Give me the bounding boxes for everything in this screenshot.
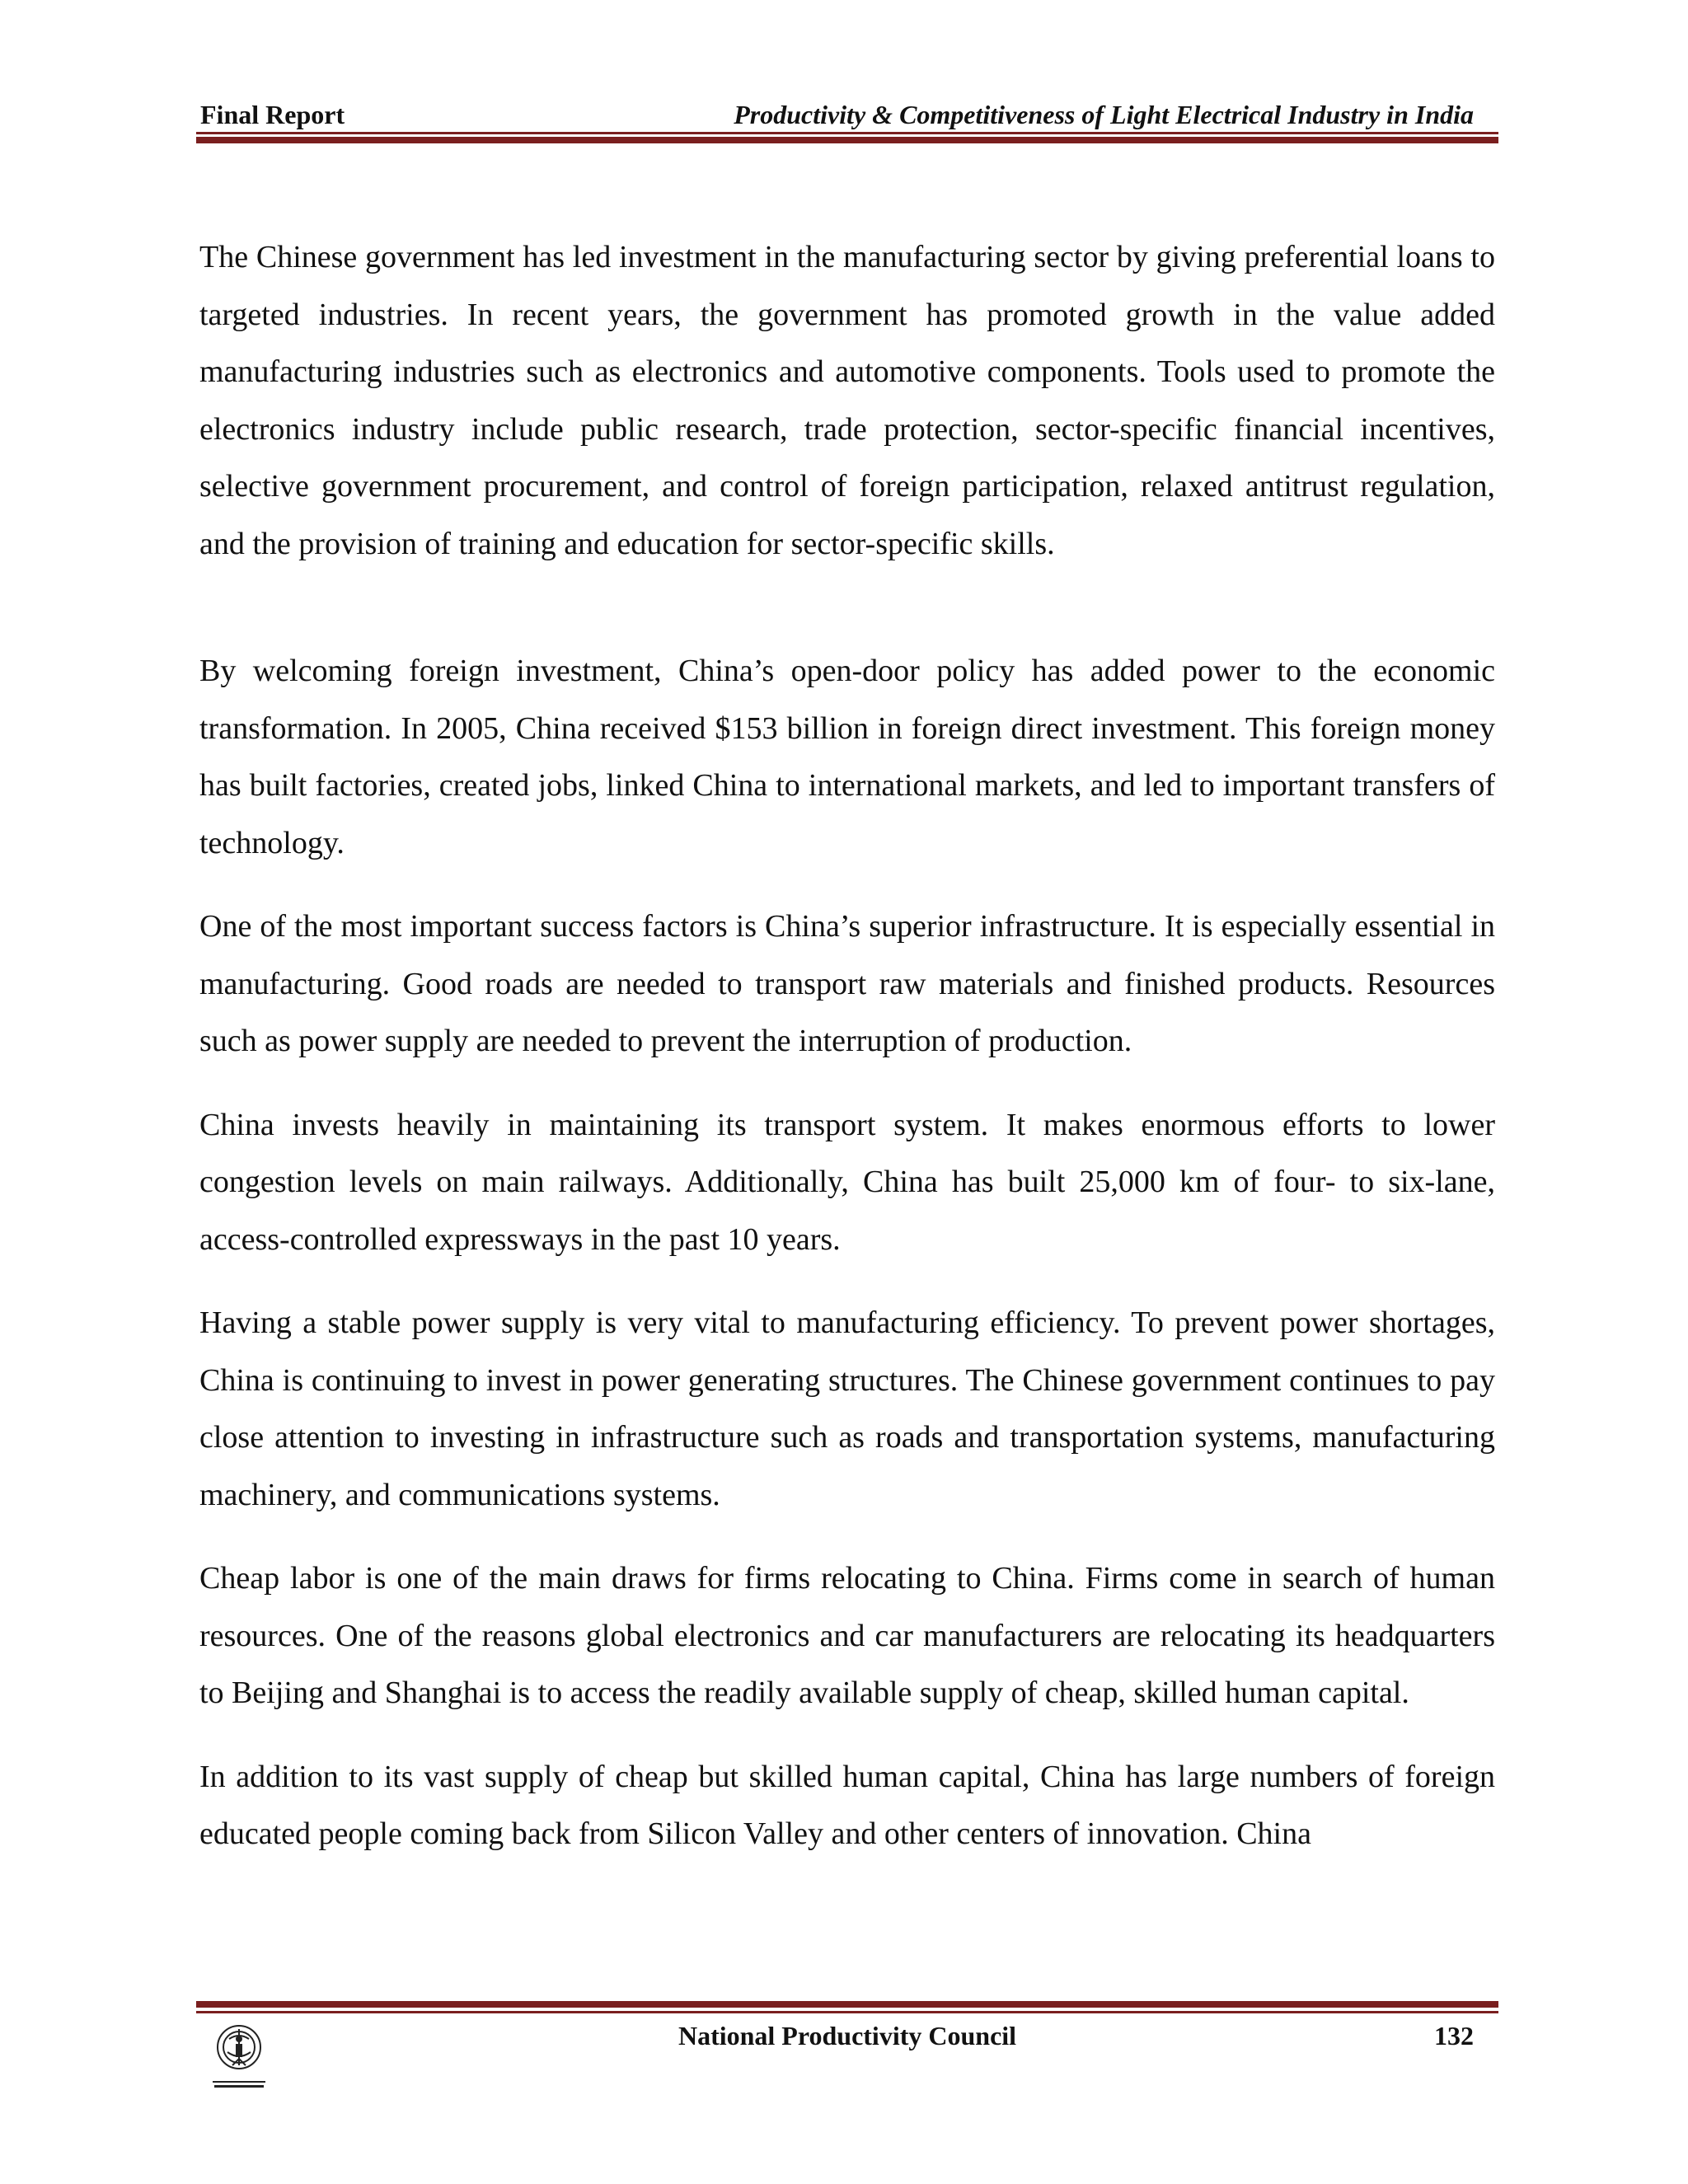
footer-organization-name: National Productivity Council: [678, 2021, 1017, 2050]
paragraph-government-investment: The Chinese government has led investment in the manufacturing sector by giving preferential loans to targeted industries. In recent years, the government has promoted growth in the value added manufacturing industries such as electronics and automotive components. Tools used to promote the electronics industry include public research, trade protection, sector-specific financial incentives, selective government procurement, and control of foreign participation, relaxed antitrust regulation, and the provision of training and education for sector-specific skills.: [199, 240, 1495, 561]
paragraph-foreign-investment: By welcoming foreign investment, China’s open-door policy has added power to the economic transformation. In 2005, China received $153 billion in foreign direct investment. This foreign money has built factories, created jobs, linked China to international markets, and led to important transfers of technology.: [199, 654, 1495, 860]
header-document-title: Productivity & Competitiveness of Light Electrical Industry in India: [734, 100, 1474, 129]
paragraph-transport-system: China invests heavily in maintaining its transport system. It makes enormous efforts to lower congestion levels on main railways. Additionally, China has built 25,000 km of four- to six-lane, access-controlled expressways in the past 10 years.: [199, 1107, 1495, 1257]
page-number: 132: [1434, 2021, 1474, 2050]
page-header: [196, 97, 1498, 132]
paragraph-cheap-labor: Cheap labor is one of the main draws for firms relocating to China. Firms come in search of human resources. One of the reasons global electronics and car manufacturers are relocating its headquarters to Beijing and Shanghai is to access the readily available supply of cheap, skilled human capital.: [199, 1561, 1495, 1710]
page-body: [199, 229, 1495, 1863]
header-rule-thick: [196, 137, 1498, 143]
paragraph-infrastructure: One of the most important success factors is China’s superior infrastructure. It is especially essential in manufacturing. Good roads are needed to transport raw materials and finished products. Resources such as power supply are needed to prevent the interruption of production.: [199, 909, 1495, 1058]
page-footer: [196, 2018, 1498, 2054]
header-report-label: Final Report: [200, 100, 345, 129]
footer-rule-thick: [196, 2001, 1498, 2008]
footer-rule-thin: [196, 2011, 1498, 2013]
header-rule-thin: [196, 132, 1498, 134]
paragraph-power-supply: Having a stable power supply is very vital to manufacturing efficiency. To prevent power shortages, China is continuing to invest in power generating structures. The Chinese government continues to pay close attention to investing in infrastructure such as roads and transportation systems, manufacturing machinery, and communications systems.: [199, 1305, 1495, 1512]
paragraph-human-capital: In addition to its vast supply of cheap but skilled human capital, China has large numbers of foreign educated people coming back from Silicon Valley and other centers of innovation. China: [199, 1759, 1495, 1851]
